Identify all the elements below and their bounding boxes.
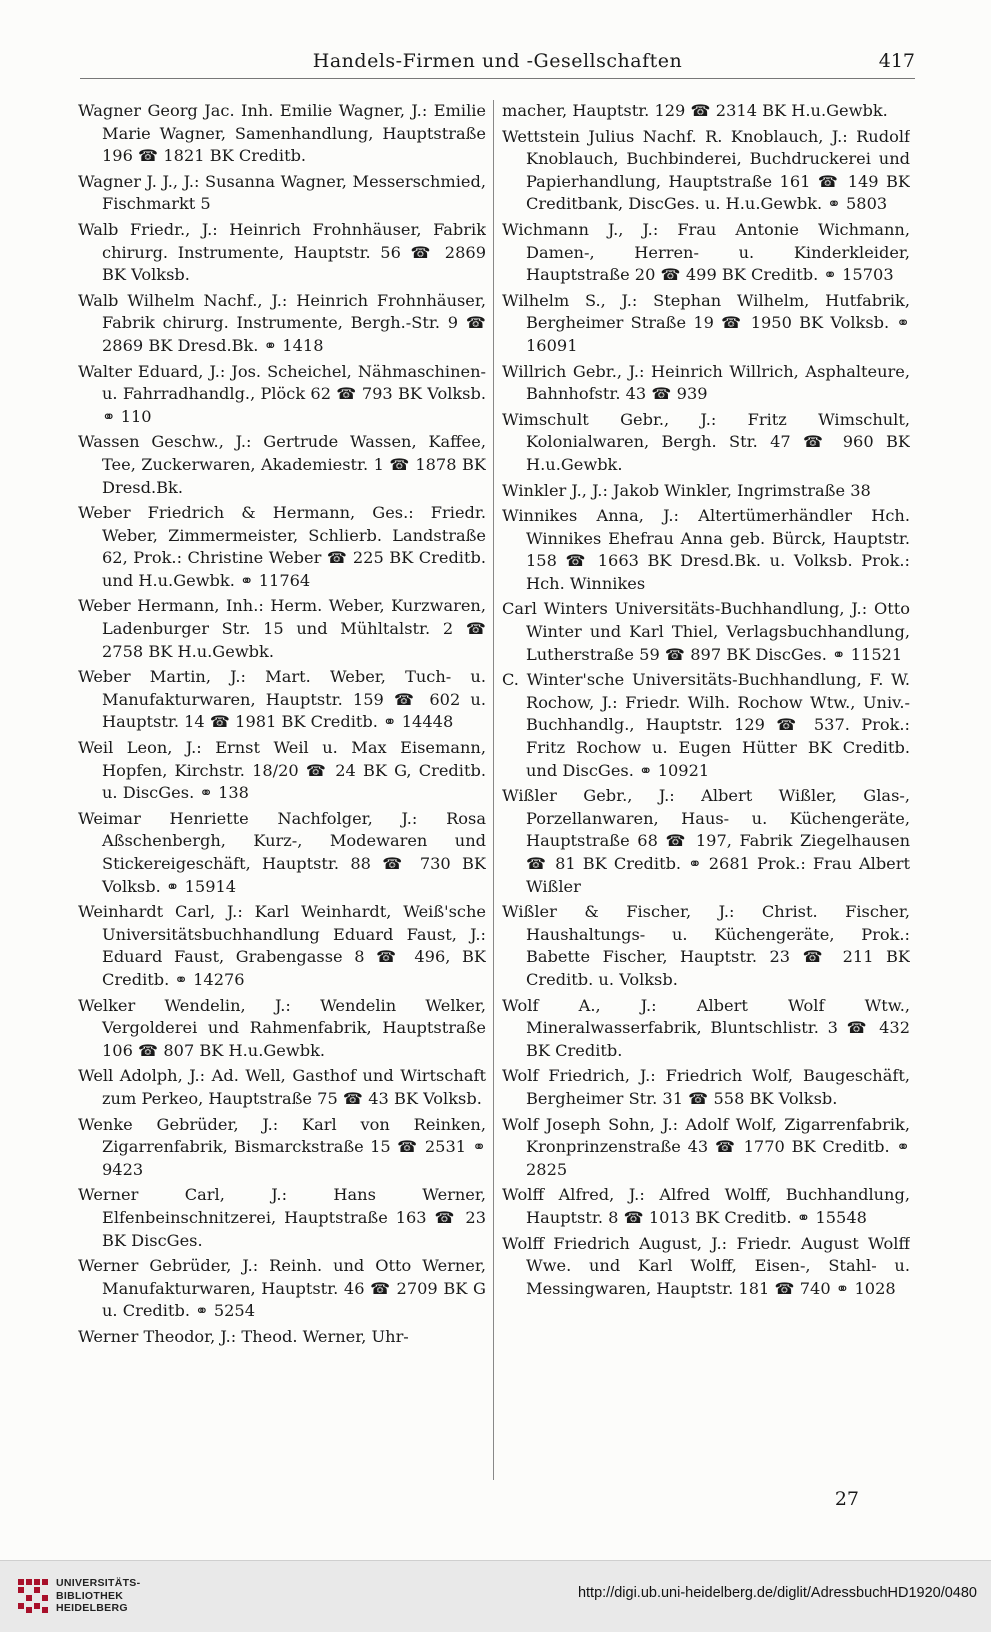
page-title: Handels-Firmen und -Gesellschaften bbox=[312, 50, 683, 72]
directory-entry: Wolf A., J.: Albert Wolf Wtw., Mineralwasserfabrik, Bluntschlistr. 3 ☎ 432 BK Creditb. bbox=[502, 995, 910, 1060]
directory-entry: Wagner Georg Jac. Inh. Emilie Wagner, J.: Emilie Marie Wagner, Samenhandlung, Hauptstraße 196 ☎ 1821 BK Creditb. bbox=[78, 101, 486, 166]
directory-entry: Wenke Gebrüder, J.: Karl von Reinken, Zigarrenfabrik, Bismarckstraße 15 ☎ 2531 ⚭ 9423 bbox=[78, 1114, 486, 1179]
directory-entry: Welker Wendelin, J.: Wendelin Welker, Vergolderei und Rahmenfabrik, Hauptstraße 106 ☎ 807 BK H.u.Gewbk. bbox=[78, 995, 486, 1060]
directory-entry: Weil Leon, J.: Ernst Weil u. Max Eisemann, Hopfen, Kirchstr. 18/20 ☎ 24 BK G, Creditb. u. DiscGes. ⚭ 138 bbox=[78, 738, 486, 803]
directory-entry: Werner Theodor, J.: Theod. Werner, Uhr- bbox=[78, 1326, 409, 1346]
directory-entry: Weber Hermann, Inh.: Herm. Weber, Kurzwaren, Ladenburger Str. 15 und Mühltalstr. 2 ☎ 2758 BK H.u.Gewbk. bbox=[78, 596, 486, 661]
page-number: 417 bbox=[878, 50, 915, 72]
directory-entry: Werner Gebrüder, J.: Reinh. und Otto Werner, Manufakturwaren, Hauptstr. 46 ☎ 2709 BK G u. Creditb. ⚭ 5254 bbox=[78, 1256, 486, 1321]
directory-entry: Carl Winters Universitäts-Buchhandlung, J.: Otto Winter und Karl Thiel, Verlagsbuchhandlung, Lutherstraße 59 ☎ 897 BK DiscGes. ⚭ 11521 bbox=[502, 599, 910, 664]
directory-entry: Wassen Geschw., J.: Gertrude Wassen, Kaffee, Tee, Zuckerwaren, Akademiestr. 1 ☎ 1878 BK Dresd.Bk. bbox=[78, 432, 486, 497]
directory-entry: Wolf Joseph Sohn, J.: Adolf Wolf, Zigarrenfabrik, Kronprinzenstraße 43 ☎ 1770 BK Creditb. ⚭ 2825 bbox=[502, 1114, 910, 1179]
directory-entry: Wilhelm S., J.: Stephan Wilhelm, Hutfabrik, Bergheimer Straße 19 ☎ 1950 BK Volksb. ⚭ 16091 bbox=[502, 290, 910, 355]
directory-entry: Weimar Henriette Nachfolger, J.: Rosa Aßschenbergh, Kurz-, Modewaren und Stickereigeschäft, Hauptstr. 88 ☎ 730 BK Volksb. ⚭ 15914 bbox=[78, 808, 486, 896]
directory-entry: Wichmann J., J.: Frau Antonie Wichmann, Damen-, Herren- u. Kinderkleider, Hauptstraße 20 ☎ 499 BK Creditb. ⚭ 15703 bbox=[502, 219, 910, 285]
directory-entry: Willrich Gebr., J.: Heinrich Willrich, Asphalteure, Bahnhofstr. 43 ☎ 939 bbox=[502, 361, 910, 404]
directory-entry: Winkler J., J.: Jakob Winkler, Ingrimstraße 38 bbox=[502, 480, 871, 500]
directory-entry: Wimschult Gebr., J.: Fritz Wimschult, Kolonialwaren, Bergh. Str. 47 ☎ 960 BK H.u.Gewbk. bbox=[502, 409, 910, 474]
directory-entry: macher, Hauptstr. 129 ☎ 2314 BK H.u.Gewbk. bbox=[502, 101, 888, 120]
library-name-line3: HEIDELBERG bbox=[56, 1602, 128, 1614]
directory-columns bbox=[78, 100, 916, 1490]
directory-entry: Wolff Friedrich August, J.: Friedr. August Wolff Wwe. und Karl Wolff, Eisen-, Stahl- u. Messingwaren, Hauptstr. 181 ☎ 740 ⚭ 1028 bbox=[502, 1233, 910, 1298]
directory-entry: C. Winter'sche Universitäts-Buchhandlung, F. W. Rochow, J.: Friedr. Wilh. Rochow Wtw., Univ.-Buchhandlg., Hauptstr. 129 ☎ 537. Prok.: Fritz Rochow u. Eugen Hütter BK Creditb. und DiscGes. ⚭ 10921 bbox=[502, 670, 910, 780]
source-url-link[interactable]: http://digi.ub.uni-heidelberg.de/diglit/AdressbuchHD1920/0480 bbox=[577, 1585, 977, 1601]
directory-entry: Wißler & Fischer, J.: Christ. Fischer, Haushaltungs- u. Küchengeräte, Prok.: Babette Fischer, Hauptstr. 23 ☎ 211 BK Creditb. u. Volksb. bbox=[502, 902, 910, 989]
directory-entry: Walb Friedr., J.: Heinrich Frohnhäuser, Fabrik chirurg. Instrumente, Hauptstr. 56 ☎ 2869 BK Volksb. bbox=[78, 219, 486, 285]
directory-entry: Werner Carl, J.: Hans Werner, Elfenbeinschnitzerei, Hauptstraße 163 ☎ 23 BK DiscGes. bbox=[78, 1185, 486, 1250]
left-column bbox=[78, 100, 486, 1490]
directory-entry: Weinhardt Carl, J.: Karl Weinhardt, Weiß'sche Universitätsbuchhandlung Eduard Faust, J.: Eduard Faust, Grabengasse 8 ☎ 496, BK Creditb. ⚭ 14276 bbox=[78, 902, 486, 989]
directory-entry: Well Adolph, J.: Ad. Well, Gasthof und Wirtschaft zum Perkeo, Hauptstraße 75 ☎ 43 BK Volksb. bbox=[78, 1066, 486, 1108]
right-column bbox=[502, 100, 910, 1490]
directory-entry: Wolff Alfred, J.: Alfred Wolff, Buchhandlung, Hauptstr. 8 ☎ 1013 BK Creditb. ⚭ 15548 bbox=[502, 1185, 910, 1227]
directory-entry: Walb Wilhelm Nachf., J.: Heinrich Frohnhäuser, Fabrik chirurg. Instrumente, Bergh.-Str. 9 ☎ 2869 BK Dresd.Bk. ⚭ 1418 bbox=[78, 290, 486, 355]
library-name-line1: UNIVERSITÄTS- bbox=[56, 1577, 141, 1589]
directory-entry: Walter Eduard, J.: Jos. Scheichel, Nähmaschinen- u. Fahrradhandlg., Plöck 62 ☎ 793 BK Volksb. ⚭ 110 bbox=[78, 361, 486, 426]
page-header bbox=[80, 48, 915, 79]
directory-entry: Wißler Gebr., J.: Albert Wißler, Glas-, Porzellanwaren, Haus- u. Küchengeräte, Hauptstraße 68 ☎ 197, Fabrik Ziegelhausen ☎ 81 BK Creditb. ⚭ 2681 Prok.: Frau Albert Wißler bbox=[502, 786, 910, 896]
directory-entry: Wagner J. J., J.: Susanna Wagner, Messerschmied, Fischmarkt 5 bbox=[78, 171, 486, 214]
directory-entry: Winnikes Anna, J.: Altertümerhändler Hch. Winnikes Ehefrau Anna geb. Bürck, Hauptstr. 158 ☎ 1663 BK Dresd.Bk. u. Volksb. Prok.: Hch. Winnikes bbox=[502, 506, 910, 593]
directory-entry: Weber Friedrich & Hermann, Ges.: Friedr. Weber, Zimmermeister, Schlierb. Landstraße 62, Prok.: Christine Weber ☎ 225 BK Creditb. und H.u.Gewbk. ⚭ 11764 bbox=[78, 503, 486, 590]
library-footer-bar bbox=[0, 1560, 991, 1632]
library-name-line2: BIBLIOTHEK bbox=[56, 1589, 124, 1602]
directory-entry: Wettstein Julius Nachf. R. Knoblauch, J.: Rudolf Knoblauch, Buchbinderei, Buchdruckerei und Papierhandlung, Hauptstraße 161 ☎ 149 BK Creditbank, DiscGes. u. H.u.Gewbk. ⚭ 5803 bbox=[502, 126, 910, 214]
directory-entry: Wolf Friedrich, J.: Friedrich Wolf, Baugeschäft, Bergheimer Str. 31 ☎ 558 BK Volksb. bbox=[502, 1066, 910, 1108]
column-divider bbox=[493, 100, 494, 1480]
library-logo-icon bbox=[18, 1579, 48, 1613]
directory-entry: Weber Martin, J.: Mart. Weber, Tuch- u. Manufakturwaren, Hauptstr. 159 ☎ 602 u. Hauptstr. 14 ☎ 1981 BK Creditb. ⚭ 14448 bbox=[78, 667, 486, 732]
library-name bbox=[56, 1577, 140, 1615]
sheet-number: 27 bbox=[834, 1488, 859, 1510]
